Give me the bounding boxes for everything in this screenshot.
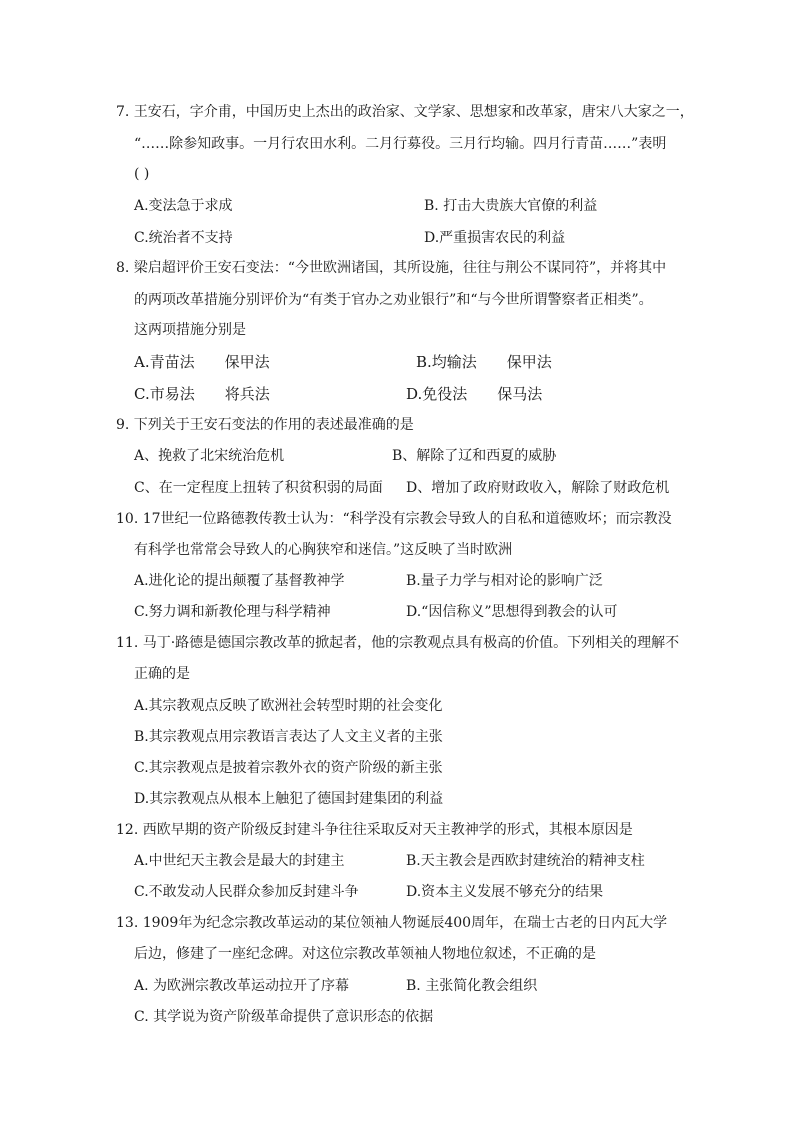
q9-option-b: B、解除了辽和西夏的威胁 [392, 448, 557, 464]
q8-option-d: D.免役法 保马法 [406, 385, 543, 403]
q8-option-c: C.市易法 将兵法 [134, 385, 270, 403]
q8-option-b: B.均输法 保甲法 [416, 353, 552, 371]
q7-answer-bracket: ( ) [134, 166, 150, 182]
q13-option-a: A. 为欧洲宗教改革运动拉开了序幕 [134, 978, 350, 994]
q13-option-c: C. 其学说为资产阶级革命提供了意识形态的依据 [134, 1009, 434, 1025]
q12-option-c: C.不敢发动人民群众参加反封建斗争 [134, 884, 359, 900]
q13-option-b: B. 主张简化教会组织 [406, 978, 538, 994]
q7-option-a: A.变法急于求成 [134, 198, 233, 214]
q11-option-a: A.其宗教观点反映了欧洲社会转型时期的社会变化 [134, 698, 443, 714]
q8-option-a: A.青苗法 保甲法 [134, 353, 270, 371]
q7-option-d: D.严重损害农民的利益 [424, 230, 566, 246]
q8-stem-line2: 的两项改革措施分别评价为“有类于官办之劝业银行”和“与今世所谓警察者正相类”。 [134, 292, 653, 308]
q7-option-b: B. 打击大贵族大官僚的利益 [424, 198, 598, 214]
q11-stem-line1: 11. 马丁·路德是德国宗教改革的掀起者，他的宗教观点具有极高的价值。下列相关的理解不 [116, 635, 680, 651]
q11-stem-line2: 正确的是 [134, 666, 190, 682]
q12-option-a: A.中世纪天主教会是最大的封建主 [134, 853, 345, 869]
q12-option-d: D.资本主义发展不够充分的结果 [406, 884, 604, 900]
q12-stem: 12. 西欧早期的资产阶级反封建斗争往往采取反对天主教神学的形式，其根本原因是 [116, 822, 633, 838]
q7-option-c: C.统治者不支持 [134, 230, 233, 246]
q10-option-d: D.“因信称义”思想得到教会的认可 [406, 604, 618, 620]
q7-stem-line2: “……除参知政事。一月行农田水利。二月行募役。三月行均输。四月行青苗……”表明 [134, 136, 667, 152]
q7-stem-line1: 7. 王安石，字介甫，中国历史上杰出的政治家、文学家、思想家和改革家，唐宋八大家之一， [116, 104, 694, 120]
q12-option-b: B.天主教会是西欧封建统治的精神支柱 [406, 853, 645, 869]
q13-stem-line1: 13. 1909年为纪念宗教改革运动的某位领袖人物诞辰400周年，在瑞士古老的日内瓦大学 [116, 915, 668, 931]
q9-option-a: A、挽救了北宋统治危机 [134, 448, 285, 464]
q9-stem: 9. 下列关于王安石变法的作用的表述最准确的是 [116, 417, 414, 433]
q10-stem-line1: 10. 17世纪一位路德教传教士认为：“科学没有宗教会导致人的自私和道德败坏；而宗教没 [116, 511, 672, 527]
q8-stem-line1: 8. 梁启超评价王安石变法：“今世欧洲诸国，其所设施，往往与荆公不谋同符”，并将其中 [116, 260, 667, 276]
q13-stem-line2: 后边，修建了一座纪念碑。对这位宗教改革领袖人物地位叙述，不正确的是 [134, 946, 596, 962]
q9-option-d: D、增加了政府财政收入，解除了财政危机 [406, 480, 670, 496]
q10-option-b: B.量子力学与相对论的影响广泛 [406, 573, 603, 589]
q11-option-c: C.其宗教观点是披着宗教外衣的资产阶级的新主张 [134, 760, 443, 776]
q10-option-c: C.努力调和新教伦理与科学精神 [134, 604, 331, 620]
q10-option-a: A.进化论的提出颠覆了基督教神学 [134, 573, 345, 589]
q11-option-d: D.其宗教观点从根本上触犯了德国封建集团的利益 [134, 791, 444, 807]
q11-option-b: B.其宗教观点用宗教语言表达了人文主义者的主张 [134, 729, 443, 745]
q8-stem-line3: 这两项措施分别是 [134, 322, 246, 338]
q9-option-c: C、在一定程度上扭转了积贫积弱的局面 [134, 480, 383, 496]
q10-stem-line2: 有科学也常常会导致人的心胸狭窄和迷信。”这反映了当时欧洲 [134, 542, 513, 558]
